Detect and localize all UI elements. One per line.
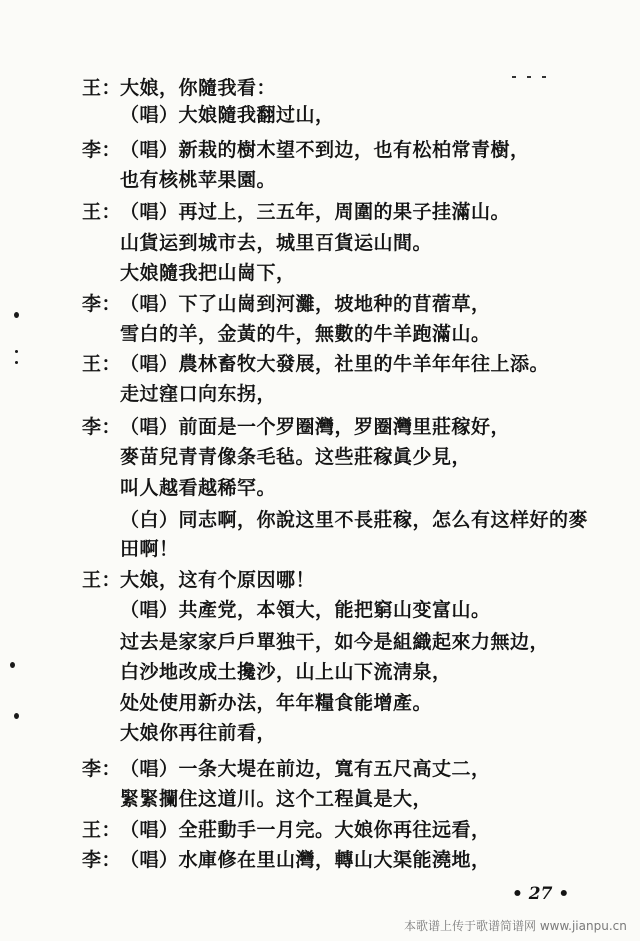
speaker-label: 王：	[82, 201, 122, 223]
speaker-label: 王：	[82, 569, 122, 591]
script-line	[120, 508, 588, 532]
line-text: 大娘隨我把山崗下，	[120, 262, 296, 284]
script-line	[82, 568, 315, 592]
script-line	[120, 630, 549, 654]
line-text: （唱）前面是一个罗圈灣，罗圈灣里莊稼好，	[120, 416, 511, 438]
script-line	[120, 537, 179, 561]
speaker-label: 王：	[82, 353, 122, 375]
scan-speck	[15, 350, 18, 353]
line-text: 緊緊攔住这道川。这个工程眞是大，	[120, 788, 433, 810]
script-line	[120, 787, 432, 811]
page-number: • 27 •	[512, 884, 570, 904]
scan-speck	[512, 76, 516, 78]
script-line	[120, 721, 276, 745]
script-line	[120, 231, 432, 255]
line-text: （唱）大娘隨我翻过山，	[120, 104, 335, 126]
script-line	[82, 415, 510, 439]
line-text: 大娘你再往前看，	[120, 722, 277, 744]
script-line	[120, 598, 491, 622]
line-text: （唱）一条大堤在前边，寬有五尺高丈二，	[120, 758, 491, 780]
site-watermark: 本歌谱上传于歌谱简谱网 www.jianpu.cn	[404, 919, 627, 933]
script-line	[82, 757, 491, 781]
script-line	[120, 322, 491, 346]
line-text: （唱）再过上，三五年，周圍的果子挂滿山。	[120, 201, 511, 223]
line-text: （唱）水庫修在里山灣，轉山大渠能澆地，	[120, 849, 491, 871]
script-line	[120, 168, 276, 192]
line-text: 白沙地改成土攙沙，山上山下流淸泉，	[120, 661, 452, 683]
script-line	[120, 103, 335, 127]
script-line	[82, 352, 549, 376]
line-text: 雪白的羊，金黃的牛，無數的牛羊跑滿山。	[120, 323, 491, 345]
speaker-label: 王：	[82, 819, 122, 841]
line-text: （唱）農林畜牧大發展，社里的牛羊年年往上添。	[120, 353, 550, 375]
line-text: （白）同志啊，你說这里不長莊稼，怎么有这样好的麥	[120, 509, 589, 531]
speaker-label: 李：	[82, 293, 122, 315]
speaker-label: 李：	[82, 758, 122, 780]
line-text: （唱）新栽的樹木望不到边，也有松柏常青樹，	[120, 139, 530, 161]
scan-speck	[14, 312, 19, 318]
script-line	[120, 476, 276, 500]
speaker-label: 王：	[82, 77, 122, 99]
line-text: 也有核桃苹果園。	[120, 169, 277, 191]
line-text: 大娘，这有个原因哪！	[120, 569, 316, 591]
scan-speck	[14, 713, 19, 719]
line-text: 大娘，你隨我看：	[120, 77, 277, 99]
line-text: （唱）共產党，本領大，能把窮山变富山。	[120, 599, 491, 621]
script-line	[120, 691, 432, 715]
speaker-label: 李：	[82, 139, 122, 161]
script-line	[82, 818, 491, 842]
scan-speck	[542, 76, 546, 78]
line-text: 走过窪口向东拐，	[120, 383, 277, 405]
script-line	[82, 76, 276, 100]
line-text: 过去是家家戶戶單独干，如今是組織起來力無边，	[120, 631, 550, 653]
script-line	[82, 138, 530, 162]
script-line	[82, 292, 491, 316]
line-text: 田啊！	[120, 538, 179, 560]
scan-speck	[15, 361, 18, 364]
line-text: （唱）全莊動手一月完。大娘你再往远看，	[120, 819, 491, 841]
script-line	[120, 445, 471, 469]
script-line	[82, 848, 491, 872]
line-text: 山貨运到城市去，城里百貨运山間。	[120, 232, 433, 254]
script-line	[82, 200, 510, 224]
script-line	[120, 382, 276, 406]
line-text: 麥苗兒青青像条毛毡。这些莊稼眞少見，	[120, 446, 472, 468]
speaker-label: 李：	[82, 849, 122, 871]
speaker-label: 李：	[82, 416, 122, 438]
scan-speck	[527, 76, 531, 78]
script-line	[120, 261, 296, 285]
line-text: （唱）下了山崗到河灘，坡地种的苜蓿草，	[120, 293, 491, 315]
line-text: 叫人越看越稀罕。	[120, 477, 277, 499]
line-text: 处处使用新办法，年年糧食能增產。	[120, 692, 433, 714]
script-line	[120, 660, 452, 684]
scan-speck	[10, 662, 15, 668]
